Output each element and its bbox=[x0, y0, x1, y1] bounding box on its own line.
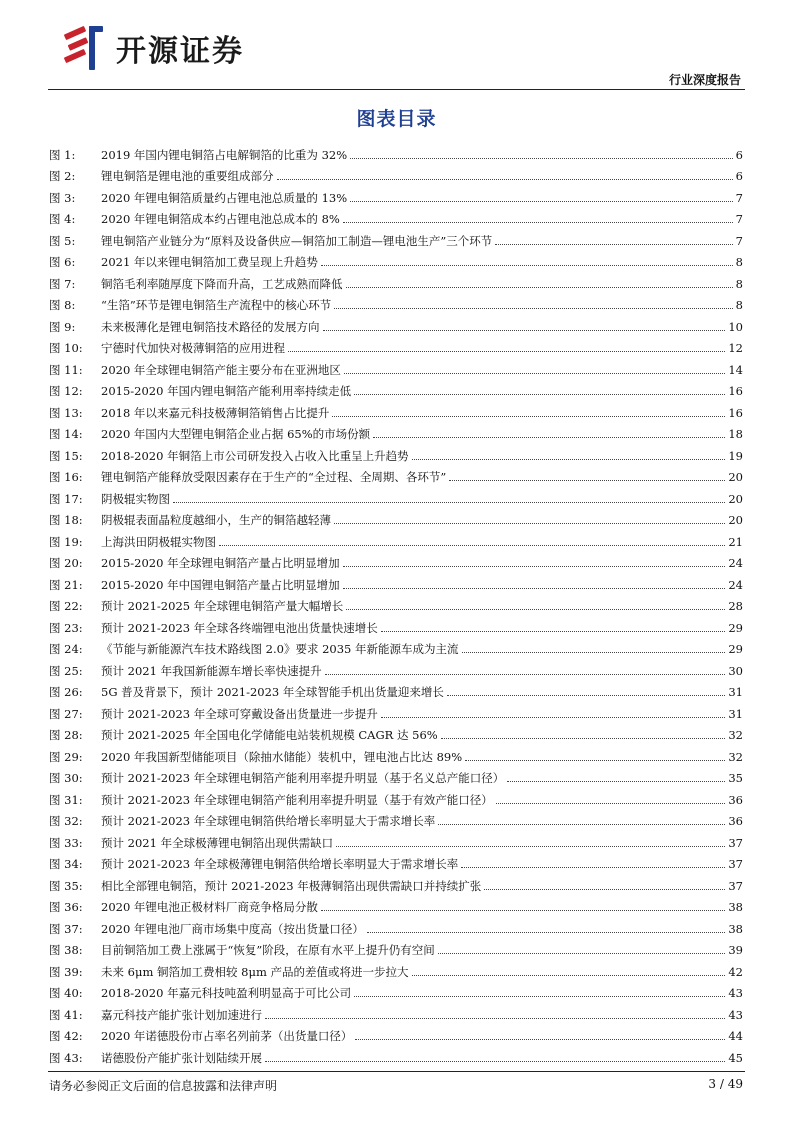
toc-entry-page[interactable]: 7 bbox=[735, 190, 743, 205]
toc-entry-label: 图 13: bbox=[49, 405, 83, 420]
toc-dot-leader bbox=[462, 652, 726, 653]
brand-logo bbox=[62, 20, 244, 76]
toc-entry-title[interactable]: 预计 2021-2023 年全球极薄锂电铜箔供给增长率明显大于需求增长率 bbox=[101, 857, 459, 871]
toc-entry[interactable] bbox=[49, 484, 743, 506]
toc-entry-label: 图 29: bbox=[49, 749, 83, 764]
toc-entry[interactable] bbox=[49, 914, 743, 936]
toc-dot-leader bbox=[438, 824, 725, 825]
toc-entry-label: 图 21: bbox=[49, 577, 83, 592]
toc-dot-leader bbox=[288, 351, 725, 352]
toc-entry[interactable] bbox=[49, 377, 743, 399]
toc-entry[interactable] bbox=[49, 893, 743, 915]
toc-entry-title[interactable]: 预计 2021-2023 年全球锂电铜箔产能利用率提升明显（基于有效产能口径） bbox=[101, 792, 493, 807]
toc-entry[interactable] bbox=[49, 979, 743, 1001]
toc-entry-page[interactable]: 6 bbox=[735, 169, 743, 183]
toc-entry-page[interactable]: 39 bbox=[728, 943, 743, 957]
toc-entry-page[interactable]: 45 bbox=[728, 1050, 743, 1065]
header-divider bbox=[48, 89, 745, 90]
toc-entry-page[interactable]: 29 bbox=[728, 642, 743, 656]
toc-entry-title[interactable]: 阴极辊实物图 bbox=[101, 491, 170, 506]
toc-entry-title[interactable]: 锂电铜箔是锂电池的重要组成部分 bbox=[101, 169, 274, 183]
toc-dot-leader bbox=[321, 265, 733, 266]
toc-entry-label: 图 30: bbox=[49, 771, 83, 785]
toc-entry-label: 图 8: bbox=[49, 298, 76, 312]
toc-dot-leader bbox=[447, 695, 725, 696]
toc-entry-title[interactable]: 嘉元科技产能扩张计划加速进行 bbox=[101, 1007, 262, 1022]
toc-entry-page[interactable]: 31 bbox=[728, 706, 743, 721]
toc-dot-leader bbox=[484, 889, 725, 890]
toc-dot-leader bbox=[336, 846, 725, 847]
toc-entry-label: 图 18: bbox=[49, 513, 83, 527]
toc-dot-leader bbox=[350, 158, 733, 159]
toc-dot-leader bbox=[350, 201, 733, 202]
toc-entry[interactable] bbox=[49, 957, 743, 979]
toc-entry-label: 图 33: bbox=[49, 835, 83, 850]
toc-entry-label: 图 2: bbox=[49, 169, 76, 183]
toc-entry-page[interactable]: 20 bbox=[728, 491, 743, 506]
toc-dot-leader bbox=[173, 502, 725, 503]
toc-entry-label: 图 7: bbox=[49, 276, 76, 291]
toc-entry-page[interactable]: 44 bbox=[728, 1029, 743, 1043]
toc-entry[interactable] bbox=[49, 441, 743, 463]
footer-divider bbox=[48, 1071, 745, 1072]
toc-entry[interactable] bbox=[49, 527, 743, 549]
toc-dot-leader bbox=[346, 609, 725, 610]
toc-dot-leader bbox=[277, 179, 733, 180]
toc-entry-title[interactable]: 宁德时代加快对极薄铜箔的应用进程 bbox=[101, 341, 285, 355]
toc-entry-label: 图 9: bbox=[49, 319, 76, 334]
toc-entry-title[interactable]: 《节能与新能源汽车技术路线图 2.0》要求 2035 年新能源车成为主流 bbox=[101, 642, 459, 656]
toc-entry[interactable] bbox=[49, 183, 743, 205]
toc-entry-label: 图 11: bbox=[49, 362, 83, 377]
toc-entry-page[interactable]: 14 bbox=[728, 362, 743, 377]
toc-entry-title[interactable]: 预计 2021-2023 年全球锂电铜箔产能利用率提升明显（基于名义总产能口径） bbox=[101, 771, 505, 785]
toc-entry-label: 图 31: bbox=[49, 792, 83, 807]
toc-dot-leader bbox=[465, 760, 725, 761]
toc-entry[interactable] bbox=[49, 613, 743, 635]
toc-entry-page[interactable]: 10 bbox=[728, 319, 743, 334]
toc-title: 图表目录 bbox=[356, 108, 437, 130]
toc-entry-title[interactable]: 2021 年以来锂电铜箔加工费呈现上升趋势 bbox=[101, 255, 318, 269]
toc-entry-page[interactable]: 36 bbox=[728, 814, 743, 828]
toc-dot-leader bbox=[343, 588, 726, 589]
toc-dot-leader bbox=[496, 803, 726, 804]
toc-dot-leader bbox=[344, 373, 725, 374]
toc-entry-label: 图 24: bbox=[49, 642, 83, 656]
toc-entry[interactable] bbox=[49, 656, 743, 678]
toc-entry-page[interactable]: 16 bbox=[728, 384, 743, 398]
toc-dot-leader bbox=[343, 222, 733, 223]
toc-entry-title[interactable]: 锂电铜箔产业链分为“原料及设备供应—铜箔加工制造—锂电池生产”三个环节 bbox=[101, 233, 493, 248]
toc-entry-title[interactable]: 目前铜箔加工费上涨属于“恢复”阶段，在原有水平上提升仍有空间 bbox=[101, 943, 435, 957]
toc-entry-title[interactable]: 2020 年锂电池正极材料厂商竞争格局分散 bbox=[101, 900, 318, 914]
toc-entry-page[interactable]: 12 bbox=[728, 341, 743, 355]
toc-entry-page[interactable]: 36 bbox=[728, 792, 743, 807]
toc-dot-leader bbox=[265, 1061, 725, 1062]
toc-entry-title[interactable]: 上海洪田阴极辊实物图 bbox=[101, 534, 216, 549]
toc-entry-title[interactable]: 2020 年诺德股份市占率名列前茅（出货量口径） bbox=[101, 1029, 353, 1043]
toc-entry-title[interactable]: 2018-2020 年铜箔上市公司研发投入占收入比重呈上升趋势 bbox=[101, 448, 409, 463]
toc-entry-title[interactable]: 预计 2021 年我国新能源车增长率快速提升 bbox=[101, 663, 322, 678]
toc-entry-page[interactable]: 8 bbox=[735, 276, 743, 291]
toc-dot-leader bbox=[332, 416, 725, 417]
toc-dot-leader bbox=[343, 566, 726, 567]
toc-entry[interactable] bbox=[49, 398, 743, 420]
toc-entry-title[interactable]: 阴极辊表面晶粒度越细小，生产的铜箔越轻薄 bbox=[101, 513, 331, 527]
toc-entry-title[interactable]: 预计 2021 年全球极薄锂电铜箔出现供需缺口 bbox=[101, 835, 334, 850]
toc-dot-leader bbox=[334, 308, 732, 309]
toc-entry-page[interactable]: 32 bbox=[728, 749, 743, 764]
toc-entry[interactable] bbox=[49, 1000, 743, 1022]
toc-entry-label: 图 12: bbox=[49, 384, 83, 398]
toc-entry-label: 图 15: bbox=[49, 448, 83, 463]
toc-entry[interactable] bbox=[49, 226, 743, 248]
logo-text: 开源证券 bbox=[116, 34, 244, 69]
footer-disclaimer: 请务必参阅正文后面的信息披露和法律声明 bbox=[49, 1079, 278, 1093]
toc-entry-title[interactable]: 诺德股份产能扩张计划陆续开展 bbox=[101, 1050, 262, 1065]
toc-entry[interactable] bbox=[49, 355, 743, 377]
toc-dot-leader bbox=[441, 738, 726, 739]
toc-entry[interactable] bbox=[49, 162, 743, 184]
toc-entry-page[interactable]: 21 bbox=[728, 534, 743, 549]
toc-dot-leader bbox=[321, 910, 725, 911]
toc-entry-label: 图 20: bbox=[49, 556, 83, 570]
toc-entry-page[interactable]: 8 bbox=[735, 255, 743, 269]
toc-entry[interactable] bbox=[49, 764, 743, 786]
toc-entry-page[interactable]: 31 bbox=[728, 685, 743, 699]
toc-entry[interactable] bbox=[49, 506, 743, 528]
toc-entry-title[interactable]: 2019 年国内锂电铜箔占电解铜箔的比重为 32% bbox=[101, 147, 348, 162]
toc-entry-page[interactable]: 37 bbox=[728, 857, 743, 871]
toc-entry-label: 图 35: bbox=[49, 878, 83, 893]
toc-entry-label: 图 22: bbox=[49, 599, 83, 613]
toc-entry-title[interactable]: 2020 年锂电铜箔质量约占锂电池总质量的 13% bbox=[101, 190, 348, 205]
toc-entry-page[interactable]: 43 bbox=[728, 1007, 743, 1022]
toc-entry-page[interactable]: 37 bbox=[728, 835, 743, 850]
toc-dot-leader bbox=[346, 287, 733, 288]
toc-entry[interactable] bbox=[49, 420, 743, 442]
toc-entry-title[interactable]: 预计 2021-2023 年全球可穿戴设备出货量进一步提升 bbox=[101, 706, 378, 721]
toc-dot-leader bbox=[412, 975, 726, 976]
toc-entry-label: 图 37: bbox=[49, 921, 83, 936]
toc-dot-leader bbox=[265, 1018, 725, 1019]
toc-entry-title[interactable]: 预计 2021-2025 年全国电化学储能电站装机规模 CAGR 达 56% bbox=[101, 728, 438, 742]
toc-entry-label: 图 6: bbox=[49, 255, 76, 269]
toc-entry[interactable] bbox=[49, 1022, 743, 1044]
toc-entry-label: 图 17: bbox=[49, 491, 83, 506]
toc-entry-page[interactable]: 7 bbox=[735, 212, 743, 226]
toc-entry-label: 图 16: bbox=[49, 470, 83, 484]
toc-entry-page[interactable]: 35 bbox=[728, 771, 743, 785]
toc-entry-page[interactable]: 28 bbox=[728, 599, 743, 613]
toc-entry-label: 图 43: bbox=[49, 1050, 83, 1065]
toc-entry-page[interactable]: 37 bbox=[728, 878, 743, 893]
toc-entry[interactable] bbox=[49, 291, 743, 313]
toc-entry-title[interactable]: 锂电铜箔产能释放受限因素存在于生产的“全过程、全周期、各环节” bbox=[101, 470, 447, 484]
toc-entry[interactable] bbox=[49, 807, 743, 829]
toc-entry-page[interactable]: 16 bbox=[728, 405, 743, 420]
toc-dot-leader bbox=[438, 953, 726, 954]
toc-entry-page[interactable]: 30 bbox=[728, 663, 743, 678]
toc-dot-leader bbox=[381, 631, 726, 632]
figure-toc-list bbox=[49, 140, 743, 1065]
toc-entry-label: 图 19: bbox=[49, 534, 83, 549]
toc-entry-label: 图 36: bbox=[49, 900, 83, 914]
toc-dot-leader bbox=[412, 459, 726, 460]
toc-entry-label: 图 38: bbox=[49, 943, 83, 957]
toc-entry[interactable] bbox=[49, 570, 743, 592]
toc-entry[interactable] bbox=[49, 248, 743, 270]
toc-entry-title[interactable]: 未来极薄化是锂电铜箔技术路径的发展方向 bbox=[101, 319, 320, 334]
toc-entry-label: 图 34: bbox=[49, 857, 83, 871]
toc-entry-title[interactable]: 2015-2020 年中国锂电铜箔产量占比明显增加 bbox=[101, 577, 340, 592]
toc-entry-label: 图 14: bbox=[49, 427, 83, 441]
toc-entry-label: 图 27: bbox=[49, 706, 83, 721]
toc-entry[interactable] bbox=[49, 699, 743, 721]
toc-entry[interactable] bbox=[49, 785, 743, 807]
toc-entry-page[interactable]: 6 bbox=[735, 147, 743, 162]
toc-dot-leader bbox=[495, 244, 732, 245]
toc-entry[interactable] bbox=[49, 635, 743, 657]
toc-entry-label: 图 40: bbox=[49, 986, 83, 1000]
toc-dot-leader bbox=[354, 996, 725, 997]
toc-entry-title[interactable]: 2018 年以来嘉元科技极薄铜箔销售占比提升 bbox=[101, 405, 330, 420]
toc-dot-leader bbox=[219, 545, 725, 546]
toc-entry[interactable] bbox=[49, 721, 743, 743]
toc-entry-title[interactable]: 2020 年锂电铜箔成本约占锂电池总成本的 8% bbox=[101, 212, 340, 226]
toc-entry-label: 图 3: bbox=[49, 190, 76, 205]
toc-entry[interactable] bbox=[49, 828, 743, 850]
toc-dot-leader bbox=[334, 523, 725, 524]
page-indicator: 3 / 49 bbox=[708, 1077, 743, 1091]
toc-entry[interactable] bbox=[49, 592, 743, 614]
toc-entry-title[interactable]: 2018-2020 年嘉元科技吨盈利明显高于可比公司 bbox=[101, 986, 352, 1000]
toc-entry-title[interactable]: 2020 年锂电池厂商市场集中度高（按出货量口径） bbox=[101, 921, 364, 936]
toc-entry-label: 图 4: bbox=[49, 212, 76, 226]
toc-entry[interactable] bbox=[49, 205, 743, 227]
toc-entry-title[interactable]: 2020 年全球锂电铜箔产能主要分布在亚洲地区 bbox=[101, 362, 341, 377]
toc-entry-page[interactable]: 8 bbox=[735, 298, 743, 312]
toc-entry-page[interactable]: 20 bbox=[728, 513, 743, 527]
toc-dot-leader bbox=[373, 437, 725, 438]
toc-dot-leader bbox=[367, 932, 725, 933]
toc-entry-label: 图 25: bbox=[49, 663, 83, 678]
toc-entry[interactable] bbox=[49, 463, 743, 485]
toc-entry-label: 图 26: bbox=[49, 685, 83, 699]
toc-entry-label: 图 39: bbox=[49, 964, 83, 979]
toc-entry-title[interactable]: 5G 普及背景下，预计 2021-2023 年全球智能手机出货量迎来增长 bbox=[101, 685, 444, 699]
toc-dot-leader bbox=[507, 781, 725, 782]
toc-entry-page[interactable]: 38 bbox=[728, 921, 743, 936]
toc-entry-label: 图 28: bbox=[49, 728, 83, 742]
toc-entry-page[interactable]: 29 bbox=[728, 620, 743, 635]
toc-entry-page[interactable]: 32 bbox=[728, 728, 743, 742]
toc-dot-leader bbox=[325, 674, 726, 675]
toc-entry[interactable] bbox=[49, 1043, 743, 1065]
toc-entry[interactable] bbox=[49, 742, 743, 764]
kaiyuan-logo-icon bbox=[62, 22, 106, 74]
toc-entry-page[interactable]: 38 bbox=[728, 900, 743, 914]
toc-entry-title[interactable]: 相比全部锂电铜箔，预计 2021-2023 年极薄铜箔出现供需缺口并持续扩张 bbox=[101, 878, 482, 893]
toc-entry-label: 图 10: bbox=[49, 341, 83, 355]
toc-entry[interactable] bbox=[49, 678, 743, 700]
toc-entry-page[interactable]: 19 bbox=[728, 448, 743, 463]
toc-entry[interactable] bbox=[49, 549, 743, 571]
toc-entry-label: 图 23: bbox=[49, 620, 83, 635]
toc-dot-leader bbox=[449, 480, 725, 481]
toc-entry-title[interactable]: 2020 年我国新型储能项目（除抽水储能）装机中，锂电池占比达 89% bbox=[101, 749, 463, 764]
toc-entry-page[interactable]: 20 bbox=[728, 470, 743, 484]
toc-entry-page[interactable]: 42 bbox=[728, 964, 743, 979]
toc-entry-label: 图 42: bbox=[49, 1029, 83, 1043]
toc-entry[interactable] bbox=[49, 269, 743, 291]
toc-entry-title[interactable]: 未来 6μm 铜箔加工费相较 8μm 产品的差值或将进一步拉大 bbox=[101, 964, 409, 979]
toc-dot-leader bbox=[354, 394, 725, 395]
toc-entry-label: 图 41: bbox=[49, 1007, 83, 1022]
toc-entry-title[interactable]: 2020 年国内大型锂电铜箔企业占据 65%的市场份额 bbox=[101, 427, 371, 441]
toc-entry-label: 图 5: bbox=[49, 233, 76, 248]
toc-entry[interactable] bbox=[49, 140, 743, 162]
toc-entry-title[interactable]: 预计 2021-2023 年全球锂电铜箔供给增长率明显大于需求增长率 bbox=[101, 814, 436, 828]
toc-entry-label: 图 1: bbox=[49, 147, 76, 162]
toc-entry-title[interactable]: 预计 2021-2023 年全球各终端锂电池出货量快速增长 bbox=[101, 620, 378, 635]
toc-entry[interactable] bbox=[49, 936, 743, 958]
toc-entry-page[interactable]: 24 bbox=[728, 577, 743, 592]
toc-entry-title[interactable]: “生箔”环节是锂电铜箔生产流程中的核心环节 bbox=[101, 298, 332, 312]
toc-entry-title[interactable]: 2015-2020 年国内锂电铜箔产能利用率持续走低 bbox=[101, 384, 352, 398]
toc-entry-label: 图 32: bbox=[49, 814, 83, 828]
toc-entry[interactable] bbox=[49, 312, 743, 334]
toc-dot-leader bbox=[381, 717, 726, 718]
toc-entry-page[interactable]: 7 bbox=[735, 233, 743, 248]
toc-entry-title[interactable]: 预计 2021-2025 年全球锂电铜箔产量大幅增长 bbox=[101, 599, 344, 613]
toc-entry[interactable] bbox=[49, 334, 743, 356]
toc-entry-title[interactable]: 2015-2020 年全球锂电铜箔产量占比明显增加 bbox=[101, 556, 340, 570]
toc-entry-title[interactable]: 铜箔毛利率随厚度下降而升高，工艺成熟而降低 bbox=[101, 276, 343, 291]
report-type: 行业深度报告 bbox=[668, 73, 741, 87]
toc-entry-page[interactable]: 18 bbox=[728, 427, 743, 441]
toc-dot-leader bbox=[323, 330, 726, 331]
toc-entry[interactable] bbox=[49, 871, 743, 893]
toc-dot-leader bbox=[461, 867, 725, 868]
toc-dot-leader bbox=[355, 1039, 725, 1040]
toc-entry-page[interactable]: 43 bbox=[728, 986, 743, 1000]
toc-entry[interactable] bbox=[49, 850, 743, 872]
toc-entry-page[interactable]: 24 bbox=[728, 556, 743, 570]
